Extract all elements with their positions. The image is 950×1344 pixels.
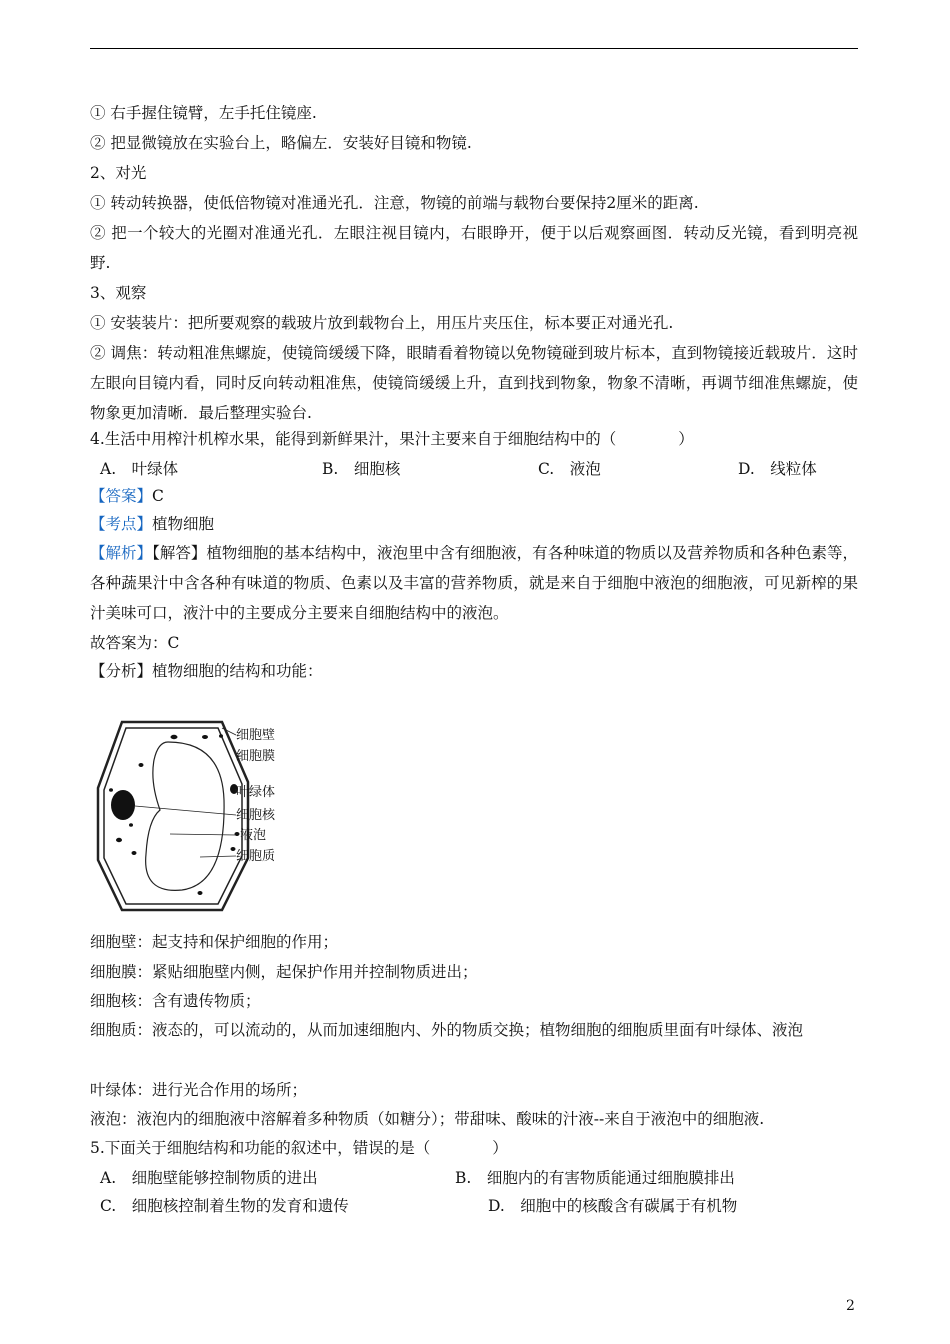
header-rule — [90, 48, 858, 49]
label-cytoplasm: 细胞质 — [236, 849, 276, 864]
q4-answer — [90, 481, 858, 511]
func-nucleus: 细胞核：含有遗传物质； — [90, 992, 261, 1010]
label-chloroplast: 叶绿体 — [236, 785, 276, 800]
label-nucleus: 细胞核 — [236, 808, 276, 823]
func-vacuole: 液泡：液泡内的细胞液中溶解着多种物质（如糖分）；带甜味、酸味的汁液--来自于液泡中的细胞液. — [90, 1110, 765, 1128]
topic-value: 植物细胞 — [152, 515, 215, 533]
q5-option-b: B. 细胞内的有害物质能通过细胞膜排出 — [455, 1169, 735, 1187]
label-vacuole: 液泡 — [240, 828, 267, 843]
func-cytoplasm: 细胞质：液态的，可以流动的，从而加速细胞内、外的物质交换；植物细胞的细胞质里面有叶绿体、液泡 — [90, 1021, 804, 1039]
analysis-text: 【解答】植物细胞的基本结构中，液泡里中含有细胞液，有各种味道的物质以及营养物质和各种色素等，各种蔬果汁中含各种有味道的物质、色素以及丰富的营养物质，就是来自于细胞中液泡的细胞液，可见新榨的果汁美味可口，液汁中的主要成分主要来自细胞结构中的液泡。 — [90, 544, 858, 622]
func-membrane: 细胞膜：紧贴细胞壁内侧，起保护作用并控制物质进出； — [90, 963, 478, 981]
page-number: 2 — [846, 1298, 855, 1314]
step-3b: ② 调焦：转动粗准焦螺旋，使镜筒缓缓下降，眼睛看着物镜以免物镜碰到玻片标本，直到物镜接近载玻片．这时左眼向目镜内看，同时反向转动粗准焦，使镜筒缓缓上升，直到找到物象，物象不清晰，再调节细准焦螺旋，使物象更加清晰．最后整理实验台. — [90, 344, 858, 422]
topic-tag: 【考点】 — [90, 515, 153, 533]
q4-option-a: A. 叶绿体 — [100, 460, 179, 478]
q5-stem: 5.下面关于细胞结构和功能的叙述中，错误的是（ ） — [90, 1139, 508, 1157]
func-chloroplast: 叶绿体：进行光合作用的场所； — [90, 1081, 308, 1099]
vacuole-outline — [146, 742, 224, 890]
step-1b: ② 把显微镜放在实验台上，略偏左．安装好目镜和物镜. — [90, 134, 472, 152]
analysis-tag: 【解析】 — [90, 544, 153, 562]
heading-2: 2、对光 — [90, 164, 147, 182]
q4-conclusion: 故答案为：C — [90, 634, 180, 652]
plant-cell-diagram — [90, 712, 340, 917]
q5-option-d: D. 细胞中的核酸含有碳属于有机物 — [488, 1197, 738, 1215]
func-wall: 细胞壁：起支持和保护细胞的作用； — [90, 933, 339, 951]
q4-option-d: D. 线粒体 — [738, 460, 817, 478]
q4-option-b: B. 细胞核 — [322, 460, 401, 478]
answer-value: C — [152, 487, 164, 505]
step-3a: ① 安装装片：把所要观察的载玻片放到载物台上，用压片夹压住，标本要正对通光孔. — [90, 314, 674, 332]
step-1a: ① 右手握住镜臂，左手托住镜座. — [90, 104, 317, 122]
nucleus — [111, 790, 135, 820]
q4-option-c: C. 液泡 — [538, 460, 601, 478]
label-cell-wall: 细胞壁 — [236, 728, 276, 743]
step-2a: ① 转动转换器，使低倍物镜对准通光孔．注意，物镜的前端与载物台要保持2厘米的距离. — [90, 194, 699, 212]
step-2b: ② 把一个较大的光圈对准通光孔．左眼注视目镜内，右眼睁开，便于以后观察画图．转动反光镜，看到明亮视野. — [90, 224, 858, 272]
answer-tag: 【答案】 — [90, 487, 153, 505]
q4-fenxi: 【分析】植物细胞的结构和功能： — [90, 662, 323, 680]
q4-topic — [90, 509, 858, 539]
q5-option-c: C. 细胞核控制着生物的发育和遗传 — [100, 1197, 349, 1215]
q5-option-a: A. 细胞壁能够控制物质的进出 — [100, 1169, 318, 1187]
q4-stem: 4.生活中用榨汁机榨水果，能得到新鲜果汁，果汁主要来自于细胞结构中的（ ） — [90, 430, 694, 448]
q4-analysis — [90, 538, 858, 628]
heading-3: 3、观察 — [90, 284, 147, 302]
label-cell-membrane: 细胞膜 — [236, 749, 276, 764]
